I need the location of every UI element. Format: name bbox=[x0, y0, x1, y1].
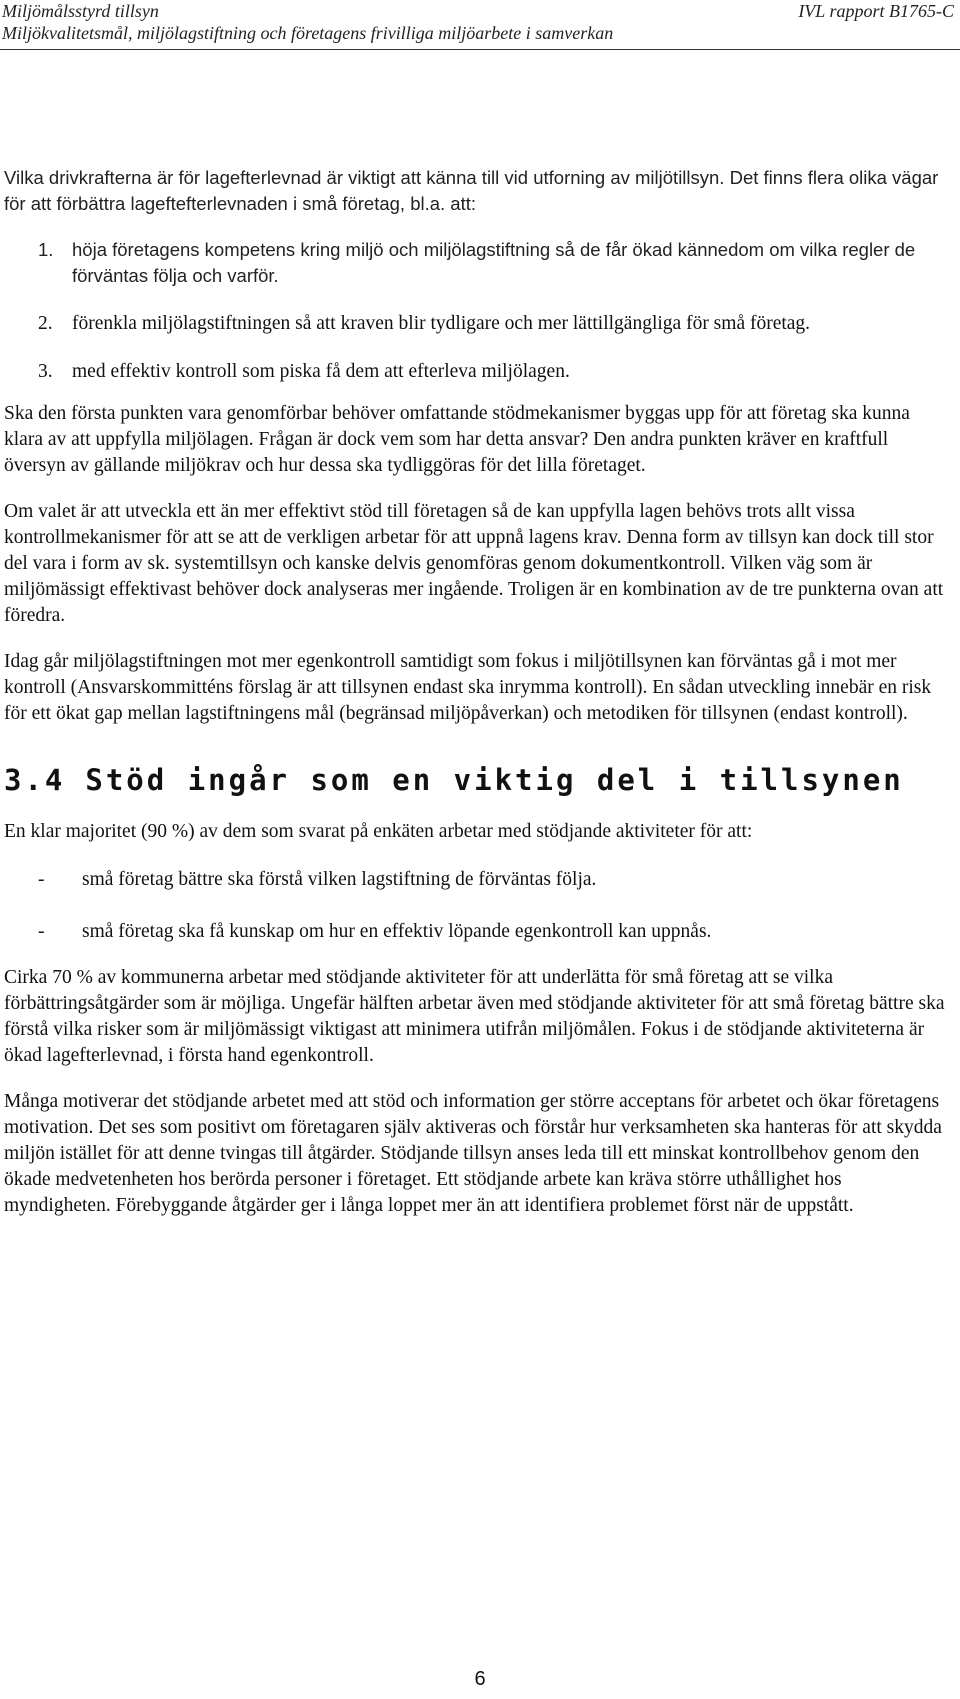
header-subtitle: Miljökvalitetsmål, miljölagstiftning och företagens frivilliga miljöarbete i samverkan bbox=[2, 23, 614, 43]
page-content bbox=[4, 165, 952, 1239]
body-paragraph: Idag går miljölagstiftningen mot mer egenkontroll samtidigt som fokus i miljötillsynen kan förväntas gå i mot mer kontroll (Ansvarskommitténs förslag är att tillsynen endast ska inrymma kontroll). En sådan utveckling innebär en risk för ett ökat gap mellan lagstiftningens mål (begränsad miljöpåverkan) och metodiken för tillsynen (endast kontroll). bbox=[4, 651, 932, 724]
numbered-list-item bbox=[4, 237, 952, 289]
header-line-2 bbox=[0, 22, 960, 44]
body-paragraph: Ska den första punkten vara genomförbar behöver omfattande stödmekanismer byggas upp för att företag ska kunna klara av att uppfylla miljölagen. Frågan är dock vem som har detta ansvar? Den andra punkten kräver en kraftfull översyn av gällande miljökrav och hur dessa ska tydliggöras för det lilla företaget. bbox=[4, 403, 910, 476]
section-title: Stöd ingår som en viktig del i tillsynen bbox=[85, 763, 904, 797]
dash-text: små företag ska få kunskap om hur en effektiv löpande egenkontroll kan uppnås. bbox=[82, 921, 712, 942]
body-paragraph: Om valet är att utveckla ett än mer effektivt stöd till företagen så de kan uppfylla lagen behövs trots allt vissa kontrollmekanismer för att se att de verkligen arbetar för att uppnå lagens krav. Denna form av tillsyn kan dock till stor del vara i form av sk. systemtillsyn och kanske delvis genomföras genom dokumentkontroll. Vilken väg som är miljömässigt effektivast behöver dock analyseras mer ingående. Troligen är en kombination av de tre punkterna ovan att föredra. bbox=[4, 501, 944, 626]
header-line-1 bbox=[0, 0, 960, 22]
intro-paragraph: Vilka drivkrafterna är för lagefterlevnad är viktigt att känna till vid utforning av miljötillsyn. Det finns flera olika vägar för att förbättra lageftefterlevnaden i små företag, bl.a. att: bbox=[4, 167, 939, 214]
list-text: med effektiv kontroll som piska få dem att efterleva miljölagen. bbox=[72, 361, 570, 382]
list-text: förenkla miljölagstiftningen så att kraven blir tydligare och mer lättillgängliga för små företag. bbox=[72, 313, 811, 334]
header-report-title: Miljömålsstyrd tillsyn bbox=[2, 1, 159, 21]
numbered-list-item bbox=[4, 311, 952, 337]
body-paragraph: Många motiverar det stödjande arbetet med att stöd och information ger större acceptans för arbetet och ökar företagens motivation. Det ses som positivt om företagaren själv aktiveras och förstår hur verksamheten ska hanteras för att skydda miljön istället för att denne tvingas till åtgärder. Stödjande tillsyn anses leda till ett minskat kontrollbehov genom den ökade medvetenheten hos berörda personer i företaget. Ett stödjande arbete kan kräva större uthållighet hos myndigheten. Förebyggande åtgärder ger i långa loppet mer än att identifiera problemet först när de uppstått. bbox=[4, 1091, 942, 1216]
dash-bullet: - bbox=[38, 869, 45, 890]
dash-bullet: - bbox=[38, 921, 45, 942]
list-number: 1. bbox=[38, 239, 54, 260]
page-number: 6 bbox=[474, 1668, 486, 1690]
dash-list-item bbox=[4, 867, 952, 893]
section-heading bbox=[4, 763, 952, 797]
section-intro: En klar majoritet (90 %) av dem som svarat på enkäten arbetar med stödjande aktiviteter för att: bbox=[4, 821, 753, 842]
section-number: 3.4 bbox=[4, 763, 66, 797]
dash-text: små företag bättre ska förstå vilken lagstiftning de förväntas följa. bbox=[82, 869, 597, 890]
dash-list-item bbox=[4, 919, 952, 945]
header-report-number: IVL rapport B1765-C bbox=[798, 1, 954, 21]
list-number: 2. bbox=[38, 313, 53, 334]
list-number: 3. bbox=[38, 361, 53, 382]
body-paragraph: Cirka 70 % av kommunerna arbetar med stödjande aktiviteter för att underlätta för små företag att se vilka förbättringsåtgärder som är möjliga. Ungefär hälften arbetar även med stödjande aktiviteter för att små företag bättre ska förstå vilka risker som är miljömässigt viktigast att minimera utifrån miljömålen. Fokus i de stödjande aktiviteterna är ökad lagefterlevnad, i första hand egenkontroll. bbox=[4, 967, 945, 1066]
list-text: höja företagens kompetens kring miljö och miljölagstiftning så de får ökad kännedom om vilka regler de förväntas följa och varför. bbox=[72, 239, 916, 286]
page-header bbox=[0, 0, 960, 44]
header-divider bbox=[0, 49, 960, 50]
numbered-list-item bbox=[4, 359, 952, 385]
